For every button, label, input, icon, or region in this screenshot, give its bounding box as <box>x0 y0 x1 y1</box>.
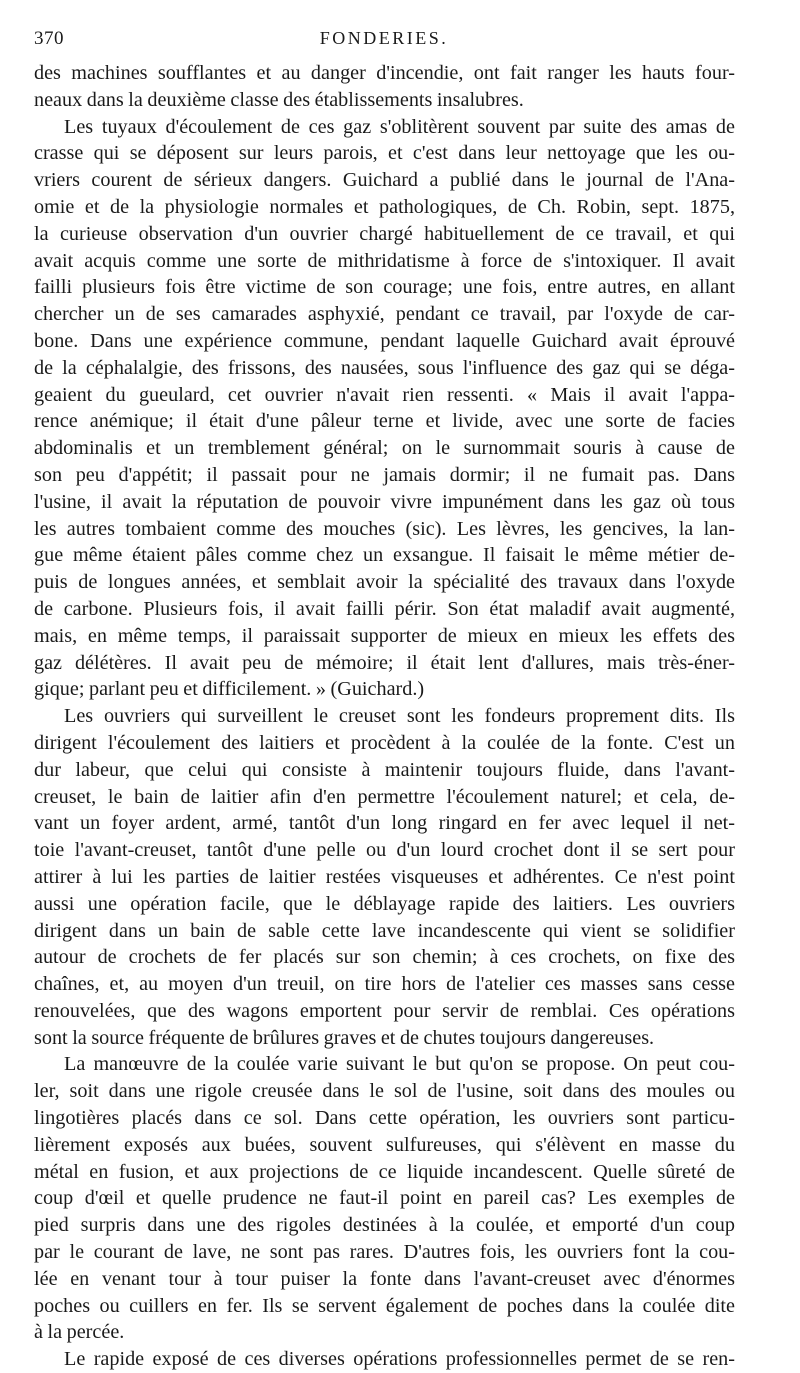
text-line: son peu d'appétit; il passait pour ne jamais dormir; il ne fumait pas. Dans <box>34 463 735 486</box>
text-line: vant un foyer ardent, armé, tantôt d'un long ringard en fer avec lequel il net- <box>34 812 735 835</box>
text-line: l'usine, il avait la réputation de pouvoir vivre impunément dans les gaz où tous <box>34 490 735 513</box>
text-line: chaînes, et, au moyen d'un treuil, on tire hors de l'atelier ces masses sans cesse <box>34 973 735 996</box>
text-line: de carbone. Plusieurs fois, il avait failli périr. Son état maladif avait augmenté, <box>34 597 735 620</box>
text-line: ler, soit dans une rigole creusée dans le sol de l'usine, soit dans des moules ou <box>34 1080 735 1103</box>
text-line: neaux dans la deuxième classe des établissements insalubres. <box>34 88 524 111</box>
paragraph <box>34 1346 735 1373</box>
paragraph <box>34 1051 735 1346</box>
text-line: les autres tombaient comme des mouches (sic). Les lèvres, les gencives, la lan- <box>34 517 735 540</box>
text-line: crasse qui se déposent sur leurs parois, et c'est dans leur nettoyage que les ou- <box>34 142 735 165</box>
text-line: gique; parlant peu et difficilement. » (Guichard.) <box>34 678 425 701</box>
text-line: rence anémique; il était d'une pâleur terne et livide, avec une sorte de facies <box>34 410 735 433</box>
text-line: gaz délétères. Il avait peu de mémoire; il était lent d'allures, mais très-éner- <box>34 651 735 674</box>
text-line: lée en venant tour à tour puiser la fonte dans l'avant-creuset avec d'énormes <box>34 1267 735 1290</box>
text-line: failli plusieurs fois être victime de son courage; une fois, entre autres, en allant <box>34 276 735 299</box>
text-line: sont la source fréquente de brûlures graves et de chutes toujours dangereuses. <box>34 1026 655 1049</box>
text-line: poches ou cuillers en fer. Ils se servent également de poches dans la coulée dite <box>34 1294 735 1317</box>
text-line: aussi une opération facile, que le déblayage rapide des laitiers. Les ouvriers <box>34 892 735 915</box>
running-title: FONDERIES. <box>319 28 449 48</box>
text-line: Les tuyaux d'écoulement de ces gaz s'oblitèrent souvent par suite des amas de <box>64 115 735 138</box>
text-line: geaient du gueulard, cet ouvrier n'avait rien ressenti. « Mais il avait l'appa- <box>34 383 735 406</box>
paragraph <box>34 60 735 114</box>
text-line: de la céphalalgie, des frissons, des nausées, sous l'influence des gaz qui se déga- <box>34 356 735 379</box>
text-line: autour de crochets de fer placés sur son chemin; à ces crochets, on fixe des <box>34 946 735 969</box>
text-line: dirigent l'écoulement des laitiers et procèdent à la coulée de la fonte. C'est un <box>34 731 735 754</box>
text-line: dirigent dans un bain de sable cette lave incandescente qui vient se solidifier <box>34 919 735 942</box>
text-line: avait acquis comme une sorte de mithridatisme à force de s'intoxiquer. Il avait <box>34 249 735 272</box>
text-line: chercher un de ses camarades asphyxié, pendant ce travail, par l'oxyde de car- <box>34 303 735 326</box>
text-line: creuset, le bain de laitier afin d'en permettre l'écoulement naturel; et cela, de- <box>34 785 735 808</box>
text-line: à la percée. <box>34 1321 125 1344</box>
page-header <box>34 28 734 54</box>
text-line: Le rapide exposé de ces diverses opérations professionnelles permet de se ren- <box>64 1348 735 1371</box>
text-line: gue même étaient pâles comme chez un exsangue. Il faisait le même métier de- <box>34 544 735 567</box>
paragraph <box>34 114 735 704</box>
text-line: attirer à lui les parties de laitier restées visqueuses et adhérentes. Ce n'est point <box>34 865 735 888</box>
text-line: lingotières placés dans ce sol. Dans cette opération, les ouvriers sont particu- <box>34 1107 735 1130</box>
text-line: abdominalis et un tremblement général; on le surnommait souris à cause de <box>34 437 735 460</box>
text-line: omie et de la physiologie normales et pathologiques, de Ch. Robin, sept. 1875, <box>34 195 735 218</box>
text-line: toie l'avant-creuset, tantôt d'une pelle ou d'un lourd crochet dont il se sert pour <box>34 839 735 862</box>
text-line: métal en fusion, et aux projections de ce liquide incandescent. Quelle sûreté de <box>34 1160 735 1183</box>
text-line: puis de longues années, et semblait avoir la spécialité des travaux dans l'oxyde <box>34 571 735 594</box>
text-line: vriers courent de sérieux dangers. Guichard a publié dans le journal de l'Ana- <box>34 169 735 192</box>
text-line: La manœuvre de la coulée varie suivant le but qu'on se propose. On peut cou- <box>64 1053 735 1076</box>
text-line: pied surpris dans une des rigoles destinées à la coulée, et emporté d'un coup <box>34 1214 735 1237</box>
paragraph <box>34 703 735 1051</box>
text-line: dur labeur, que celui qui consiste à maintenir toujours fluide, dans l'avant- <box>34 758 735 781</box>
page-number: 370 <box>34 28 64 49</box>
text-line: par le courant de lave, ne sont pas rares. D'autres fois, les ouvriers font la cou- <box>34 1241 735 1264</box>
body-text <box>34 60 735 1373</box>
text-line: coup d'œil et quelle prudence ne faut-il point en pareil cas? Les exemples de <box>34 1187 735 1210</box>
text-line: lièrement exposés aux buées, souvent sulfureuses, qui s'élèvent en masse du <box>34 1133 735 1156</box>
text-line: la curieuse observation d'un ouvrier chargé habituellement de ce travail, et qui <box>34 222 735 245</box>
text-line: des machines soufflantes et au danger d'incendie, ont fait ranger les hauts four- <box>34 62 735 84</box>
text-line: Les ouvriers qui surveillent le creuset sont les fondeurs proprement dits. Ils <box>64 705 735 728</box>
text-line: bone. Dans une expérience commune, pendant laquelle Guichard avait éprouvé <box>34 329 735 352</box>
text-line: renouvelées, que des wagons emportent pour servir de remblai. Ces opérations <box>34 999 735 1022</box>
text-line: mais, en même temps, il paraissait supporter de mieux en mieux les effets des <box>34 624 735 647</box>
